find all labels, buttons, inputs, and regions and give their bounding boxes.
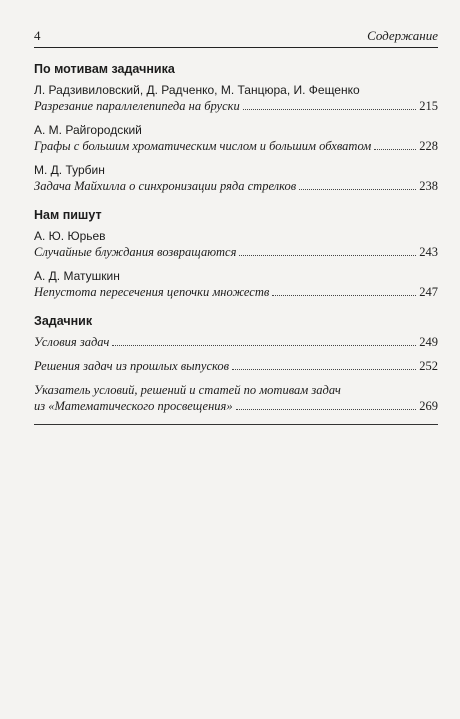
toc-entry xyxy=(34,358,438,374)
entry-title: Графы с большим хроматическим числом и большим обхватом xyxy=(34,139,372,153)
section-title: Нам пишут xyxy=(34,208,102,222)
dot-leader xyxy=(243,109,416,110)
toc-entry xyxy=(34,228,438,260)
entry-page: 238 xyxy=(419,179,438,193)
toc-entry xyxy=(34,268,438,300)
entry-title: Решения задач из прошлых выпусков xyxy=(34,359,230,373)
dot-leader xyxy=(299,189,416,190)
toc-entry xyxy=(34,334,438,350)
entry-page: 243 xyxy=(419,245,438,259)
toc-entry xyxy=(34,122,438,154)
toc-entry xyxy=(34,82,438,114)
toc-entry-index xyxy=(34,382,438,414)
dot-leader xyxy=(374,149,416,150)
entry-page: 252 xyxy=(419,359,438,373)
dot-leader xyxy=(232,369,416,370)
entry-author: Л. Радзивиловский, Д. Радченко, М. Танцюра, И. Фещенко xyxy=(34,83,360,97)
entry-page: 249 xyxy=(419,335,438,349)
section-problem-motives xyxy=(34,62,438,194)
dot-leader xyxy=(239,255,416,256)
entry-author: А. М. Райгородский xyxy=(34,123,142,137)
section-title: Задачник xyxy=(34,314,93,328)
entry-page: 269 xyxy=(419,399,438,413)
entry-author: А. Ю. Юрьев xyxy=(34,229,106,243)
section-letters xyxy=(34,208,438,300)
entry-title: Случайные блуждания возвращаются xyxy=(34,245,237,259)
dot-leader xyxy=(112,345,416,346)
toc-entry xyxy=(34,162,438,194)
page-header xyxy=(34,28,438,48)
entry-page: 228 xyxy=(419,139,438,153)
entry-title: Задача Майхилла о синхронизации ряда стрелков xyxy=(34,179,297,193)
entry-title: Разрезание параллелепипеда на бруски xyxy=(34,99,240,113)
entry-title: Непустота пересечения цепочки множеств xyxy=(34,285,270,299)
section-problem-book xyxy=(34,314,438,425)
section-title: По мотивам задачника xyxy=(34,62,175,76)
entry-title-line2: из «Математического просвещения» xyxy=(34,399,233,413)
bottom-rule xyxy=(34,424,438,425)
entry-author: М. Д. Турбин xyxy=(34,163,105,177)
dot-leader xyxy=(236,409,417,410)
entry-page: 215 xyxy=(419,99,438,113)
entry-title: Условия задач xyxy=(34,335,110,349)
entry-author: А. Д. Матушкин xyxy=(34,269,120,283)
dot-leader xyxy=(272,295,416,296)
entry-page: 247 xyxy=(419,285,438,299)
entry-title-line1: Указатель условий, решений и статей по мотивам задач xyxy=(34,383,341,397)
page-number: 4 xyxy=(34,28,41,43)
toc-page xyxy=(34,28,438,425)
running-title: Содержание xyxy=(367,28,438,43)
